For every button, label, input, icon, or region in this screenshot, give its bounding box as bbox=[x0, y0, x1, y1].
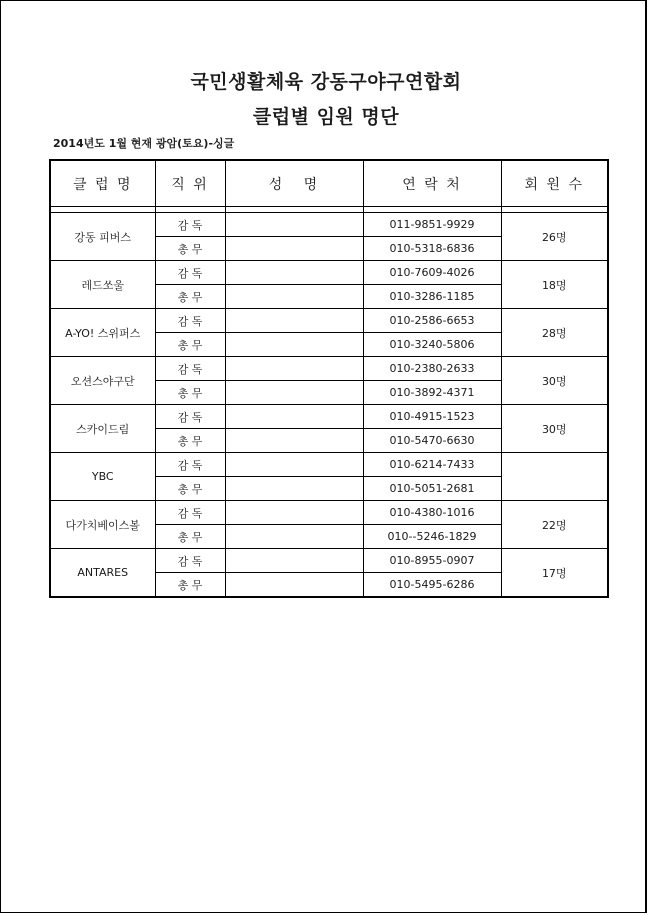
member-count-cell bbox=[501, 453, 608, 501]
contact-cell: 010-5470-6630 bbox=[363, 429, 501, 453]
header-position: 직 위 bbox=[155, 160, 225, 207]
contact-cell: 010-5318-6836 bbox=[363, 237, 501, 261]
club-officer-table bbox=[49, 159, 609, 598]
contact-cell: 011-9851-9929 bbox=[363, 213, 501, 237]
table-row bbox=[50, 453, 608, 477]
club-name-cell: 강동 피버스 bbox=[50, 213, 155, 261]
date-caption: 2014년도 1월 현재 광암(토요)-싱글 bbox=[53, 137, 235, 150]
club-name-cell: 레드쏘울 bbox=[50, 261, 155, 309]
table-row bbox=[50, 213, 608, 237]
contact-cell: 010-8955-0907 bbox=[363, 549, 501, 573]
officer-name-cell bbox=[225, 405, 363, 429]
position-cell: 감 독 bbox=[155, 357, 225, 381]
table-row bbox=[50, 309, 608, 333]
document-subtitle-title: 클럽별 임원 명단 bbox=[252, 106, 400, 128]
club-name-cell: 오션스야구단 bbox=[50, 357, 155, 405]
member-count-cell: 18명 bbox=[501, 261, 608, 309]
contact-cell: 010-4915-1523 bbox=[363, 405, 501, 429]
member-count-cell: 22명 bbox=[501, 501, 608, 549]
contact-cell: 010-3286-1185 bbox=[363, 285, 501, 309]
officer-name-cell bbox=[225, 285, 363, 309]
officer-name-cell bbox=[225, 333, 363, 357]
contact-cell: 010-6214-7433 bbox=[363, 453, 501, 477]
table-row bbox=[50, 405, 608, 429]
officer-name-cell bbox=[225, 525, 363, 549]
position-cell: 감 독 bbox=[155, 453, 225, 477]
club-name-cell: ANTARES bbox=[50, 549, 155, 598]
contact-cell: 010-3240-5806 bbox=[363, 333, 501, 357]
contact-cell: 010-3892-4371 bbox=[363, 381, 501, 405]
club-name-cell: 다가치베이스볼 bbox=[50, 501, 155, 549]
table-body bbox=[50, 207, 608, 598]
club-name-cell: A-YO! 스위퍼스 bbox=[50, 309, 155, 357]
header-members: 회 원 수 bbox=[501, 160, 608, 207]
document-title: 국민생활체육 강동구야구연합회 bbox=[190, 71, 462, 93]
member-count-cell: 30명 bbox=[501, 357, 608, 405]
table-row bbox=[50, 357, 608, 381]
position-cell: 감 독 bbox=[155, 213, 225, 237]
officer-name-cell bbox=[225, 213, 363, 237]
header-club: 클 럽 명 bbox=[50, 160, 155, 207]
position-cell: 총 무 bbox=[155, 333, 225, 357]
officer-name-cell bbox=[225, 261, 363, 285]
club-name-cell: 스카이드림 bbox=[50, 405, 155, 453]
contact-cell: 010-5495-6286 bbox=[363, 573, 501, 598]
position-cell: 총 무 bbox=[155, 237, 225, 261]
officer-name-cell bbox=[225, 453, 363, 477]
position-cell: 총 무 bbox=[155, 429, 225, 453]
officer-name-cell bbox=[225, 237, 363, 261]
member-count-cell: 28명 bbox=[501, 309, 608, 357]
position-cell: 감 독 bbox=[155, 309, 225, 333]
officer-name-cell bbox=[225, 477, 363, 501]
table-header-row bbox=[50, 160, 608, 207]
officer-name-cell bbox=[225, 573, 363, 598]
officer-name-cell bbox=[225, 357, 363, 381]
contact-cell: 010-5051-2681 bbox=[363, 477, 501, 501]
officer-name-cell bbox=[225, 381, 363, 405]
officer-name-cell bbox=[225, 309, 363, 333]
header-name: 성 명 bbox=[225, 160, 363, 207]
officer-name-cell bbox=[225, 501, 363, 525]
table-row bbox=[50, 549, 608, 573]
member-count-cell: 26명 bbox=[501, 213, 608, 261]
club-name-cell: YBC bbox=[50, 453, 155, 501]
position-cell: 총 무 bbox=[155, 477, 225, 501]
position-cell: 감 독 bbox=[155, 405, 225, 429]
position-cell: 감 독 bbox=[155, 261, 225, 285]
table-row bbox=[50, 261, 608, 285]
officer-name-cell bbox=[225, 429, 363, 453]
contact-cell: 010-2586-6653 bbox=[363, 309, 501, 333]
officer-name-cell bbox=[225, 549, 363, 573]
table-row bbox=[50, 501, 608, 525]
position-cell: 감 독 bbox=[155, 501, 225, 525]
contact-cell: 010-2380-2633 bbox=[363, 357, 501, 381]
position-cell: 총 무 bbox=[155, 573, 225, 598]
position-cell: 총 무 bbox=[155, 285, 225, 309]
contact-cell: 010--5246-1829 bbox=[363, 525, 501, 549]
position-cell: 감 독 bbox=[155, 549, 225, 573]
contact-cell: 010-7609-4026 bbox=[363, 261, 501, 285]
member-count-cell: 30명 bbox=[501, 405, 608, 453]
position-cell: 총 무 bbox=[155, 381, 225, 405]
contact-cell: 010-4380-1016 bbox=[363, 501, 501, 525]
header-contact: 연 락 처 bbox=[363, 160, 501, 207]
member-count-cell: 17명 bbox=[501, 549, 608, 598]
position-cell: 총 무 bbox=[155, 525, 225, 549]
